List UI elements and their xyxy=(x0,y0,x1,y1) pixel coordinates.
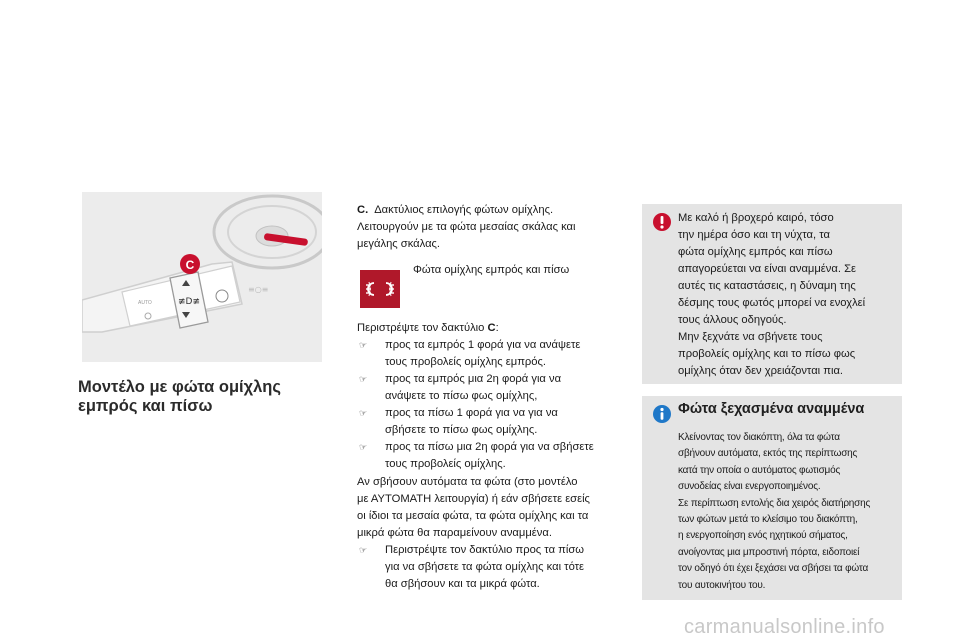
bottom-line1: Αν σβήσουν αυτόματα τα φώτα (στο μοντέλο xyxy=(357,476,578,488)
list-item: ☞ Περιστρέψτε τον δακτύλιο προς τα πίσω για να σβήσετε τα φώτα ομίχλης και τότε θα σβήσουν και τα μικρά φώτα. xyxy=(359,544,585,590)
watermark: carmanualsonline.info xyxy=(684,616,885,638)
bottom-list xyxy=(357,542,629,593)
bottom-line3: οι ίδιοι τα μεσαία φώτα, τα φώτα ομίχλης και τα xyxy=(357,510,589,522)
list-item: ☞ προς τα εμπρός 1 φορά για να ανάψετε τους προβολείς ομίχλης εμπρός. xyxy=(359,339,581,368)
info-text: Κλείνοντας τον διακόπτη, όλα τα φώτα σβήνουν αυτόματα, εκτός της περίπτωσης κατά την οποία ο αυτόματος φωτισμός συνοδείας είναι ενεργοποιημένος. Σε περίπτωση εντολής δια χειρός διατήρησης των φώτων μετά το κλείσιμο του διακόπτη, η ενεργοποίηση ενός ηχητικού σήματος, ανοίγοντας μια μπροστινή πόρτα, ειδοποιεί τον οδηγό ότι έχει ξεχάσει να σβήσει τα φώτα του αυτοκινήτου του. xyxy=(678,432,871,591)
svg-text:AUTO: AUTO xyxy=(138,300,152,306)
bullet-arrow-icon: ☞ xyxy=(359,374,368,384)
intro-line2: Λειτουργούν με τα φώτα μεσαίας σκάλας και xyxy=(357,221,576,233)
intro-line1: Δακτύλιος επιλογής φώτων ομίχλης. xyxy=(374,204,554,216)
svg-text:≡○≡: ≡○≡ xyxy=(248,285,269,294)
intro-line3: μεγάλης σκάλας. xyxy=(357,238,441,250)
svg-text:≢D≢: ≢D≢ xyxy=(178,297,201,307)
stalk-illustration xyxy=(82,192,322,362)
list-item: ☞ προς τα πίσω μια 2η φορά για να σβήσετε τους προβολείς ομίχλης. xyxy=(359,441,594,470)
list-item: ☞ προς τα εμπρός μια 2η φορά για να ανάψετε το πίσω φως ομίχλης, xyxy=(359,373,562,402)
bottom-line2: με ΑΥΤΟΜΑΤΗ λειτουργία) ή εάν σβήσετε εσείς xyxy=(357,493,590,505)
fog-lamp-row xyxy=(357,260,629,310)
auto-mode-paragraph xyxy=(357,474,629,593)
warning-exclamation-icon xyxy=(652,212,672,237)
warning-box xyxy=(642,204,902,384)
callout-c: C xyxy=(185,258,195,272)
intro-letter: C. xyxy=(357,204,369,216)
section-title-line2: εμπρός και πίσω xyxy=(78,397,213,415)
bullet-arrow-icon: ☞ xyxy=(359,442,368,452)
turn-instructions xyxy=(357,320,629,473)
bullet-arrow-icon: ☞ xyxy=(359,408,368,418)
bottom-line4: μικρά φώτα θα παραμείνουν αναμμένα. xyxy=(357,527,552,539)
section-title xyxy=(78,378,348,416)
info-icon xyxy=(652,404,672,429)
list-item: ☞ προς τα πίσω 1 φορά για να για να σβήσετε το πίσω φως ομίχλης. xyxy=(359,407,558,436)
section-title-line1: Μοντέλο με φώτα ομίχλης xyxy=(78,378,281,396)
info-title: Φώτα ξεχασμένα αναμμένα xyxy=(678,401,865,417)
warning-text: Με καλό ή βροχερό καιρό, τόσο την ημέρα όσο και τη νύχτα, τα φώτα ομίχλης εμπρός και πίσω απαγορεύεται να είναι αναμμένα. Σε αυτές τις καταστάσεις, η δύναμη της δέσμης τους φωτός μπορεί να ενοχλεί τους άλλους οδηγούς. Μην ξεχνάτε να σβήνετε τους προβολείς ομίχλης και το πίσω φως ομίχλης όταν δεν χρειάζονται πια. xyxy=(678,212,866,377)
fog-lamp-label: Φώτα ομίχλης εμπρός και πίσω xyxy=(413,264,570,276)
turn-list xyxy=(357,337,629,473)
turn-heading: Περιστρέψτε τον δακτύλιο C: xyxy=(357,322,499,334)
front-rear-fog-lamp-icon xyxy=(360,270,400,308)
lighting-stalk-drawing xyxy=(82,192,322,362)
intro-paragraph xyxy=(357,202,629,253)
bullet-arrow-icon: ☞ xyxy=(359,545,368,555)
info-box xyxy=(642,396,902,600)
bullet-arrow-icon: ☞ xyxy=(359,340,368,350)
